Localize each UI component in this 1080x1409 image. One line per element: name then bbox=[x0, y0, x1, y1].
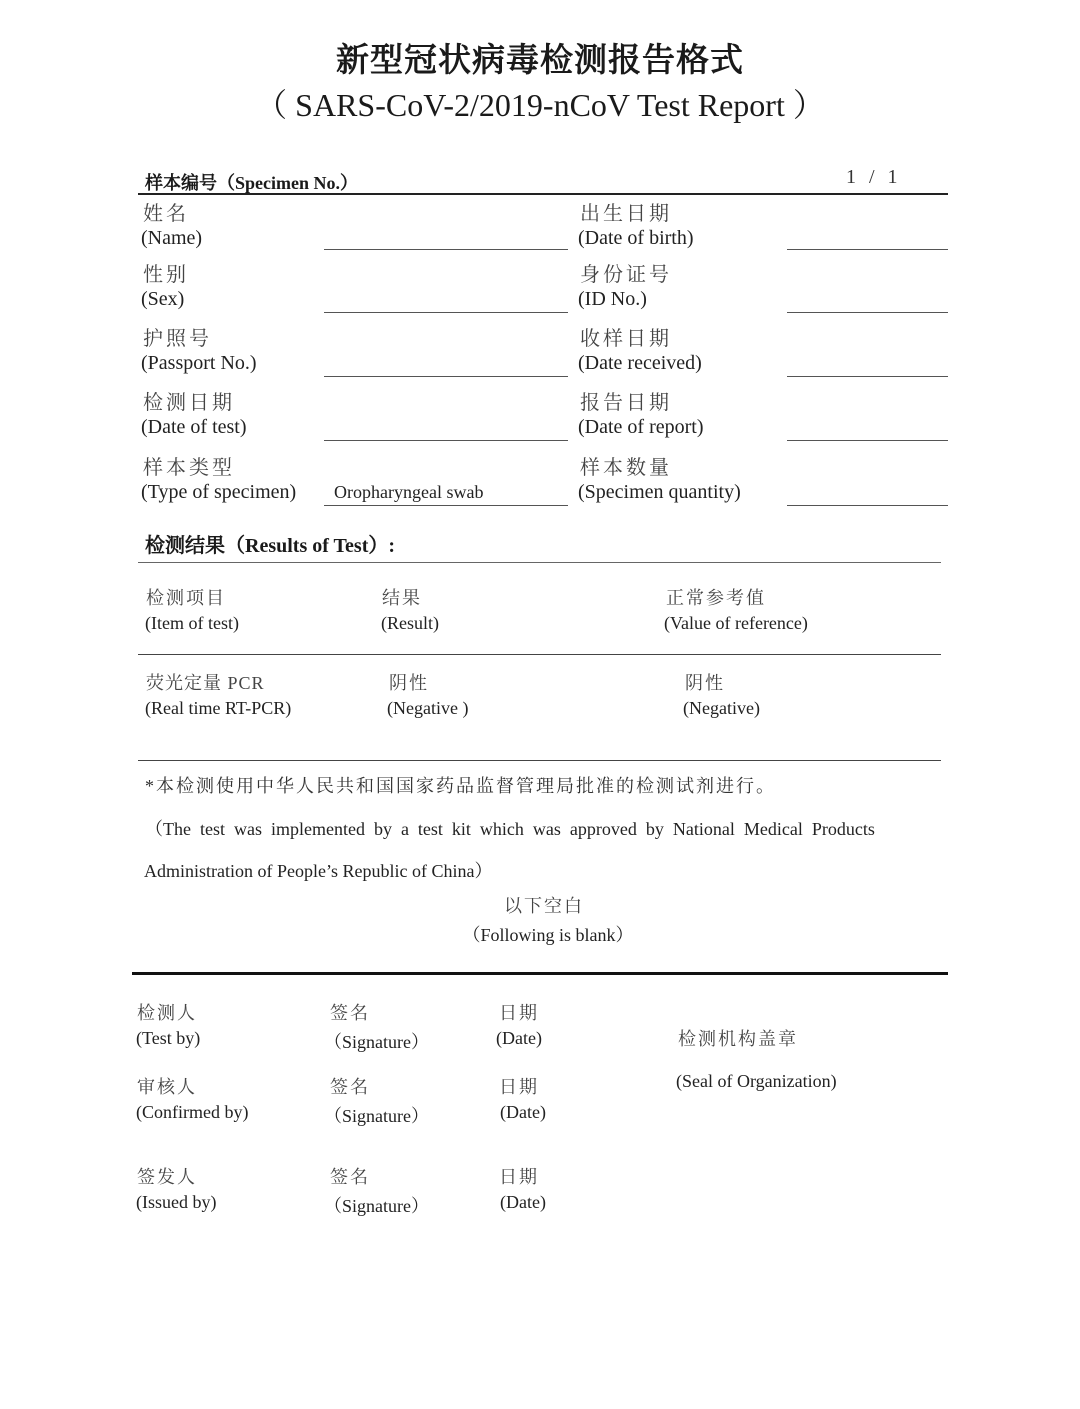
row-reference-cn: 阴性 bbox=[685, 673, 725, 693]
field-label-en: (Date of birth) bbox=[578, 227, 694, 249]
date-field[interactable]: (Date) bbox=[496, 1028, 542, 1048]
field-label-en: (ID No.) bbox=[578, 288, 647, 310]
field-value-specimen-type[interactable]: Oropharyngeal swab bbox=[334, 482, 484, 502]
results-header-rule bbox=[138, 654, 941, 655]
field-underline bbox=[324, 440, 568, 441]
date-cn: 日期 bbox=[499, 1003, 539, 1023]
field-underline bbox=[787, 440, 948, 441]
field-label-cn: 出生日期 bbox=[580, 203, 672, 225]
field-label-en: (Specimen quantity) bbox=[578, 481, 741, 503]
header-reference-cn: 正常参考值 bbox=[666, 588, 766, 608]
field-label-en: (Passport No.) bbox=[141, 352, 257, 374]
row-item-en: (Real time RT-PCR) bbox=[145, 698, 292, 718]
page-number: 1 / 1 bbox=[846, 166, 902, 188]
signature-cn: 签名 bbox=[330, 1003, 370, 1023]
date-field[interactable]: (Date) bbox=[500, 1102, 546, 1122]
field-label-cn: 报告日期 bbox=[580, 392, 672, 414]
note-en-line1: （The test was implemented by a test kit which was approved by National Medical Products bbox=[145, 819, 875, 839]
role-cn: 审核人 bbox=[137, 1077, 197, 1097]
results-top-rule bbox=[138, 562, 941, 563]
report-title-en: （ SARS-CoV-2/2019-nCoV Test Report ） bbox=[255, 87, 825, 123]
signature-cn: 签名 bbox=[330, 1167, 370, 1187]
field-label-en: (Date of report) bbox=[578, 416, 704, 438]
role-cn: 检测人 bbox=[137, 1003, 197, 1023]
row-item-cn: 荧光定量 PCR bbox=[146, 673, 265, 693]
signature-cn: 签名 bbox=[330, 1077, 370, 1097]
signature-field[interactable]: （Signature） bbox=[324, 1032, 429, 1052]
date-field[interactable]: (Date) bbox=[500, 1192, 546, 1212]
field-label-cn: 护照号 bbox=[143, 328, 212, 350]
row-result-en: (Negative ) bbox=[387, 698, 469, 718]
header-reference-en: (Value of reference) bbox=[664, 613, 808, 633]
signature-field[interactable]: （Signature） bbox=[324, 1196, 429, 1216]
seal-label-en: (Seal of Organization) bbox=[676, 1071, 837, 1091]
row-result-cn: 阴性 bbox=[389, 673, 429, 693]
field-label-en: (Name) bbox=[141, 227, 203, 249]
field-label-cn: 样本类型 bbox=[143, 457, 235, 479]
field-label-cn: 样本数量 bbox=[580, 457, 672, 479]
date-cn: 日期 bbox=[499, 1167, 539, 1187]
header-item-cn: 检测项目 bbox=[146, 588, 226, 608]
header-item-en: (Item of test) bbox=[145, 613, 239, 633]
specimen-no-label: 样本编号（Specimen No.） bbox=[145, 173, 358, 193]
field-underline bbox=[324, 505, 568, 506]
role-cn: 签发人 bbox=[137, 1167, 197, 1187]
results-bottom-rule bbox=[138, 760, 941, 761]
signature-divider bbox=[132, 972, 948, 975]
note-en-line2: Administration of People’s Republic of China） bbox=[144, 861, 493, 881]
field-underline bbox=[787, 249, 948, 250]
field-underline bbox=[787, 376, 948, 377]
field-underline bbox=[324, 249, 568, 250]
results-section-title: 检测结果（Results of Test）: bbox=[145, 535, 396, 557]
signature-field[interactable]: （Signature） bbox=[324, 1106, 429, 1126]
field-underline bbox=[787, 505, 948, 506]
role-en: (Test by) bbox=[136, 1028, 201, 1048]
field-underline bbox=[324, 376, 568, 377]
field-underline bbox=[324, 312, 568, 313]
field-label-en: (Sex) bbox=[141, 288, 185, 310]
field-label-en: (Type of specimen) bbox=[141, 481, 297, 503]
report-title-cn: 新型冠状病毒检测报告格式 bbox=[336, 43, 744, 79]
following-blank-cn: 以下空白 bbox=[504, 896, 584, 916]
row-reference-en: (Negative) bbox=[683, 698, 760, 718]
field-label-cn: 检测日期 bbox=[143, 392, 235, 414]
specimen-divider bbox=[138, 193, 948, 195]
field-underline bbox=[787, 312, 948, 313]
header-result-en: (Result) bbox=[381, 613, 439, 633]
field-label-cn: 性别 bbox=[143, 264, 189, 286]
field-label-en: (Date received) bbox=[578, 352, 702, 374]
header-result-cn: 结果 bbox=[382, 588, 422, 608]
field-label-cn: 身份证号 bbox=[580, 264, 672, 286]
role-en: (Issued by) bbox=[136, 1192, 217, 1212]
date-cn: 日期 bbox=[499, 1077, 539, 1097]
following-blank-en: （Following is blank） bbox=[462, 925, 634, 945]
role-en: (Confirmed by) bbox=[136, 1102, 249, 1122]
field-label-cn: 姓名 bbox=[143, 203, 189, 225]
note-cn: *本检测使用中华人民共和国国家药品监督管理局批准的检测试剂进行。 bbox=[145, 776, 776, 796]
seal-label-cn: 检测机构盖章 bbox=[678, 1029, 798, 1049]
field-label-cn: 收样日期 bbox=[580, 328, 672, 350]
field-label-en: (Date of test) bbox=[141, 416, 247, 438]
